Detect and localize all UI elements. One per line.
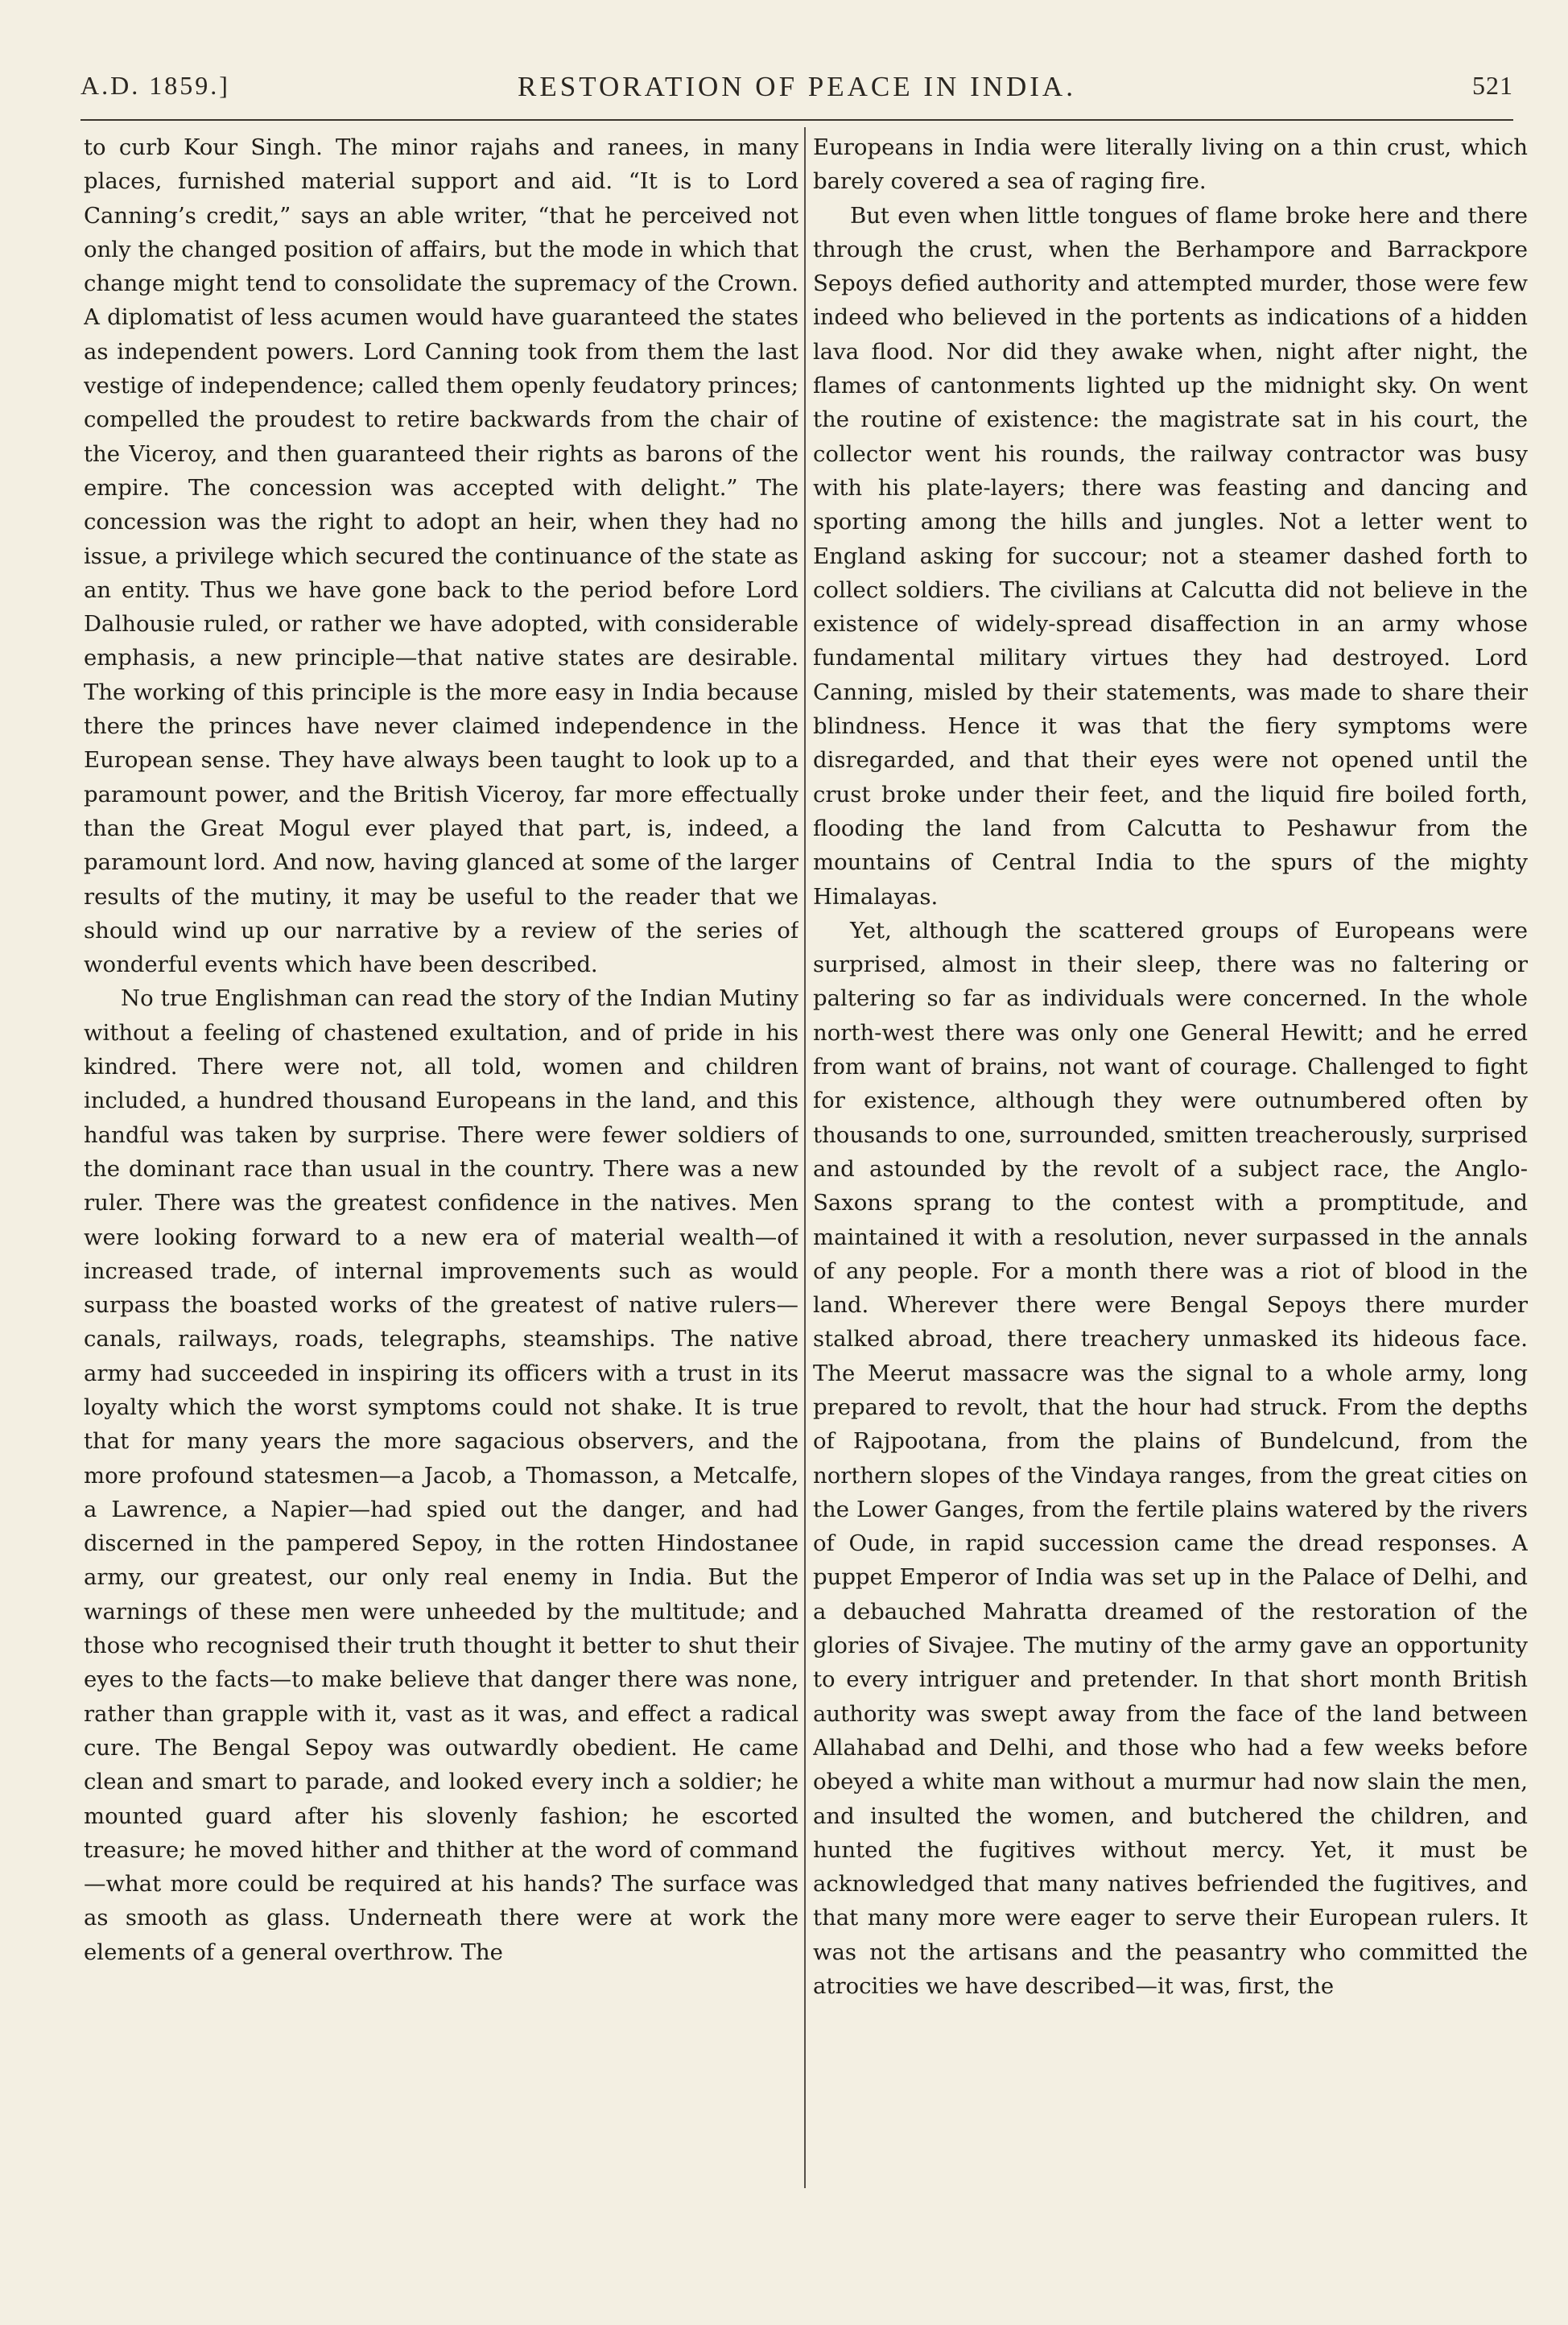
paragraph: to curb Kour Singh. The minor rajahs and ranees, in many places, furnished material support and aid. “It is to Lord Canning’s credit,” says an able writer, “that he perceived not only the changed position of affairs, but the mode in which that change might tend to consolidate the supremacy of the Crown. A diplomatist of less acumen would have guaranteed the states as independent powers. Lord Canning took from them the last vestige of independence; called them openly feudatory princes; compelled the proudest to retire backwards from the chair of the Viceroy, and then guaranteed their rights as barons of the empire. The concession was accepted with delight.” The concession was the right to adopt an heir, when they had no issue, a privilege which secured the continuance of the state as an entity. Thus we have gone back to the period before Lord Dalhousie ruled, or rather we have adopted, with considerable emphasis, a new principle—that native states are desirable. The working of this principle is the more easy in India because there the princes have never claimed independence in the European sense. They have always been taught to look up to a paramount power, and the British Viceroy, far more effectually than the Great Mogul ever played that part, is, indeed, a paramount lord. And now, having glanced at some of the larger results of the mutiny, it may be useful to the reader that we should wind up our narrative by a review of the series of wonderful events which have been described. bbox=[84, 134, 798, 978]
header-date: A.D. 1859.] bbox=[80, 71, 230, 100]
page-number: 521 bbox=[1472, 71, 1513, 100]
header-rule bbox=[80, 119, 1513, 121]
right-column bbox=[813, 130, 1528, 2191]
column-divider bbox=[804, 127, 806, 2188]
header-title: RESTORATION OF PEACE IN INDIA. bbox=[518, 71, 1076, 102]
paragraph: No true Englishman can read the story of the Indian Mutiny without a feeling of chastened exultation, and of pride in his kindred. There were not, all told, women and children included, a hundred thousand Europeans in the land, and this handful was taken by surprise. There were fewer soldiers of the dominant race than usual in the country. There was a new ruler. There was the greatest confidence in the natives. Men were looking forward to a new era of material wealth—of increased trade, of internal improvements such as would surpass the boasted works of the greatest of native rulers—canals, railways, roads, telegraphs, steamships. The native army had succeeded in inspiring its officers with a trust in its loyalty which the worst symptoms could not shake. It is true that for many years the more sagacious observers, and the more profound statesmen—a Jacob, a Thomasson, a Metcalfe, a Lawrence, a Napier—had spied out the danger, and had discerned in the pampered Sepoy, in the rotten Hindostanee army, our greatest, our only real enemy in India. But the warnings of these men were unheeded by the multitude; and those who recognised their truth thought it better to shut their eyes to the facts—to make believe that danger there was none, rather than grapple with it, vast as it was, and effect a radical cure. The Bengal Sepoy was outwardly obedient. He came clean and smart to parade, and looked every inch a soldier; he mounted guard after his slovenly fashion; he escorted treasure; he moved hither and thither at the word of command—what more could be required at his hands? The surface was as smooth as glass. Underneath there were at work the elements of a general overthrow. The bbox=[84, 985, 798, 1965]
paragraph: Yet, although the scattered groups of Europeans were surprised, almost in their sleep, there was no faltering or paltering so far as individuals were concerned. In the whole north-west there was only one General Hewitt; and he erred from want of brains, not want of courage. Challenged to fight for existence, although they were outnumbered often by thousands to one, surrounded, smitten treacherously, surprised and astounded by the revolt of a subject race, the Anglo-Saxons sprang to the contest with a promptitude, and maintained it with a resolution, never surpassed in the annals of any people. For a month there was a riot of blood in the land. Wherever there were Bengal Sepoys there murder stalked abroad, there treachery unmasked its hideous face. The Meerut massacre was the signal to a whole army, long prepared to revolt, that the hour had struck. From the depths of Rajpootana, from the plains of Bundelcund, from the northern slopes of the Vindaya ranges, from the great cities on the Lower Ganges, from the fertile plains watered by the rivers of Oude, in rapid succession came the dread responses. A puppet Emperor of India was set up in the Palace of Delhi, and a debauched Mahratta dreamed of the restoration of the glories of Sivajee. The mutiny of the army gave an opportunity to every intriguer and pretender. In that short month British authority was swept away from the face of the land between Allahabad and Delhi, and those who had a few weeks before obeyed a white man without a murmur had now slain the men, and insulted the women, and butchered the children, and hunted the fugitives without mercy. Yet, it must be acknowledged that many natives befriended the fugitives, and that many more were eager to serve their European rulers. It was not the artisans and the peasantry who committed the atrocities we have described—it was, first, the bbox=[813, 917, 1528, 2000]
paragraph: Europeans in India were literally living on a thin crust, which barely covered a sea of raging fire. bbox=[813, 134, 1528, 195]
left-column bbox=[84, 130, 798, 2191]
paragraph: But even when little tongues of flame broke here and there through the crust, when the Berhampore and Barrackpore Sepoys defied authority and attempted murder, those were few indeed who believed in the portents as indications of a hidden lava flood. Nor did they awake when, night after night, the flames of cantonments lighted up the midnight sky. On went the routine of existence: the magistrate sat in his court, the collector went his rounds, the railway contractor was busy with his plate-layers; there was feasting and dancing and sporting among the hills and jungles. Not a letter went to England asking for succour; not a steamer dashed forth to collect soldiers. The civilians at Calcutta did not believe in the existence of widely-spread disaffection in an army whose fundamental military virtues they had destroyed. Lord Canning, misled by their statements, was made to share their blindness. Hence it was that the fiery symptoms were disregarded, and that their eyes were not opened until the crust broke under their feet, and the liquid fire boiled forth, flooding the land from Calcutta to Peshawur from the mountains of Central India to the spurs of the mighty Himalayas. bbox=[813, 202, 1528, 910]
